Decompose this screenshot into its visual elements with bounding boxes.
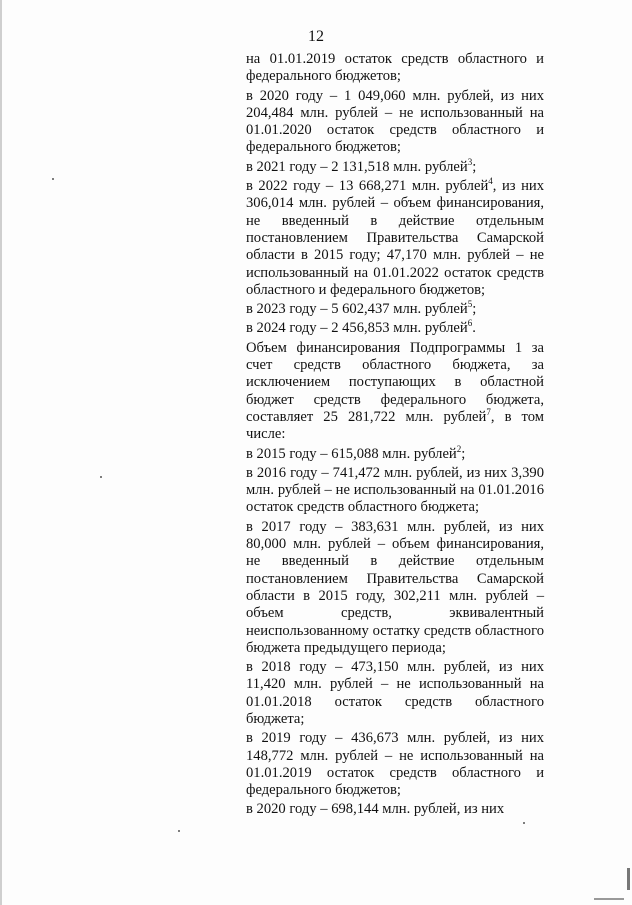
paragraph (246, 443, 544, 463)
paragraph (246, 320, 544, 337)
paragraph: на 01.01.2019 остаток средств областного и федерального бюджетов; (246, 51, 544, 85)
footnote-marker: 5 (467, 299, 473, 310)
scan-mark (594, 898, 624, 900)
scan-speck (523, 822, 525, 824)
scan-speck (178, 830, 180, 832)
paragraph-text: в 2021 году – 2 131,518 млн. рублей (246, 158, 468, 175)
paragraph: в 2017 году – 383,631 млн. рублей, из них 80,000 млн. рублей – объем финансирования, не введенный в действие отдельным постановлением Правительства Самарской области в 2015 году, 302,211 млн. рублей – объем средств, эквивалентный неиспользованному остатку средств областного бюджета предыдущего периода; (246, 518, 544, 656)
paragraph (246, 156, 544, 176)
scan-speck (100, 476, 102, 478)
paragraph: в 2020 году – 1 049,060 млн. рублей, из них 204,484 млн. рублей – не использованный на 01.01.2020 остаток средств областного и федерального бюджетов; (246, 87, 544, 156)
page-number: 12 (308, 28, 324, 45)
paragraph-tail: . (472, 320, 476, 337)
paragraph-tail: , из них 306,014 млн. рублей – объем финансирования, не введенный в действие отдельным постановлением Правительства Самарской области в 2015 году; 47,170 млн. рублей – не использованный на 01.01.2022 остаток средств областного и федерального бюджетов; (246, 178, 544, 298)
paragraph-text: в 2015 году – 615,088 млн. рублей (246, 445, 457, 462)
text-column (246, 51, 544, 819)
footnote-marker: 6 (467, 318, 473, 329)
paragraph: в 2020 году – 698,144 млн. рублей, из них (246, 801, 505, 818)
paragraph: в 2018 году – 473,150 млн. рублей, из них 11,420 млн. рублей – не использованный на 01.01.2018 остаток средств областного бюджета; (246, 659, 544, 727)
footnote-marker: 2 (456, 443, 462, 454)
footnote-marker: 3 (467, 156, 473, 167)
paragraph-tail: ; (461, 445, 466, 462)
paragraph-tail: , в том числе: (246, 408, 544, 443)
paragraph (246, 340, 544, 444)
scan-speck (52, 178, 54, 180)
paragraph-text: в 2022 году – 13 668,271 млн. рублей (246, 178, 489, 195)
paragraph-text: Объем финансирования Подпрограммы 1 за счет средств областного бюджета, за исключением поступающих в областной бюджет средств федерального бюджета, составляет 25 281,722 млн. рублей (246, 339, 544, 425)
footnote-marker: 4 (488, 176, 493, 187)
scan-edge (0, 0, 2, 905)
paragraph (246, 178, 544, 299)
paragraph-text: в 2024 году – 2 456,853 млн. рублей (246, 320, 468, 337)
footnote-marker: 7 (486, 407, 491, 418)
paragraph-text: в 2023 году – 5 602,437 млн. рублей (246, 301, 468, 318)
paragraph-tail: ; (472, 301, 477, 318)
paragraph-tail: ; (472, 158, 477, 175)
scan-mark (627, 868, 630, 890)
paragraph: в 2019 году – 436,673 млн. рублей, из них 148,772 млн. рублей – не использованный на 01.01.2019 остаток средств областного и федерального бюджетов; (246, 730, 544, 799)
paragraph: в 2016 году – 741,472 млн. рублей, из них 3,390 млн. рублей – не использованный на 01.01.2016 остаток средств областного бюджета; (246, 464, 544, 516)
paragraph (246, 301, 544, 318)
